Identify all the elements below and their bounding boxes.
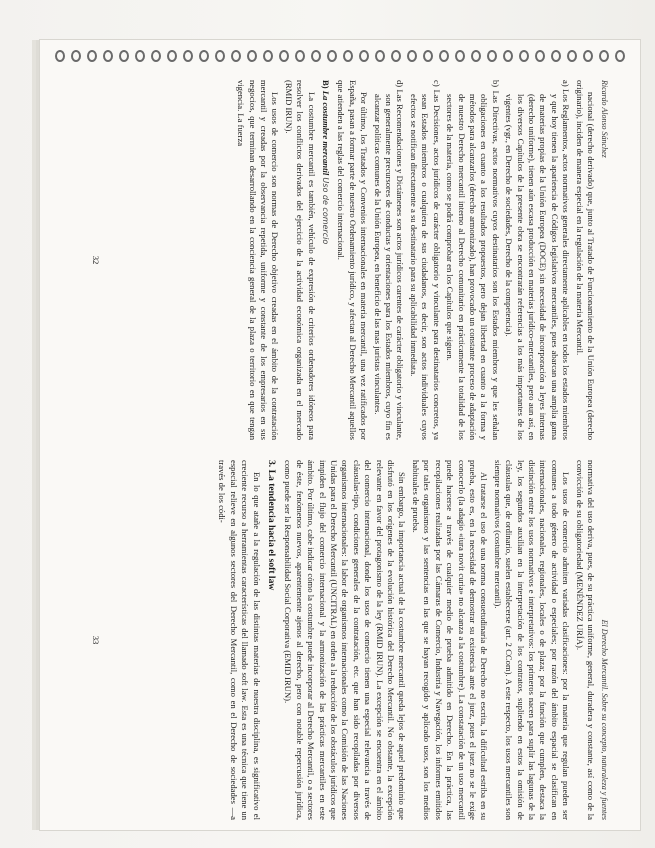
subsection-heading [320,80,331,440]
binding-ring [519,50,529,62]
binding-ring [71,50,81,62]
binding-ring [551,50,561,62]
binding-ring [423,50,433,62]
binding-ring [279,50,289,62]
left-page [90,80,610,440]
right-running-head: El Derecho Mercantil. Sobre su concepto, naturaleza y fuentes [600,619,609,820]
right-page-number: 33 [91,635,102,645]
binding-ring [343,50,353,62]
binding-ring [119,50,129,62]
binding-ring [151,50,161,62]
binding-ring [247,50,257,62]
importance-paragraph: Sin embargo, la importancia actual de la costumbre mercantil queda lejos de aquel predominio que disfrutó en los orígenes de la evolución histórica del Derecho Mercantil. No obstante, la excepción relevante en favor del protagonismo de la ley (RMID IRUN). La excepción se encuentra en el ámbito del comercio internacional, donde los usos de comercio tienen una especial relevancia a través de cláusulas-tipo, condiciones generales de la contratación, etc. que han sido recopiladas por diversos organismos internacionales: la labor de organismos internacionales como la Comisión de las Naciones Unidas para el Derecho Mercantil (UNCITRAL) en orden a la reducción de los obstáculos jurídicos que impiden el flujo del comercio internacional y la armonización de las prácticas mercantiles en este ámbito. Por último, cabe indicar cómo la costumbre puede incorporar al Derecho Mercantil, o a sectores de éste, fenómenos nuevos, aparentemente ajenos al derecho, pero con notable repercusión jurídica, como puede ser la Responsabilidad Social Corporativa (EMID IRUN). [283,460,408,820]
treaties-paragraph: Por último, los Tratados y Convenios internacionales en materia mercantil, una vez ratificados por España, pasan a formar parte de nuestro Ordenamiento jurídico, y afectan al Derecho Mercantil aquellos que atienden a las reglas del comercio internacional. [336,80,370,440]
subsection-title: La costumbre mercantil [321,90,332,176]
binding-ring [359,50,369,62]
section-heading [266,460,277,820]
list-item-recomendaciones: d) Las Recomendaciones y Dictámenes son actos jurídicos carentes de carácter obligatorio y vinculante, son generalmente precursores de conductas y orientaciones para los Estados miembros, cuyo fin es alcanzar políticas comunes de la Unión Europea, en beneficio de las mas juristas vinculantes. [372,80,406,440]
usage-classification-paragraph: Los usos de comercio admiten variadas clasificaciones: por la materia que regulan pueden ser comunes a todo género de actividad o especiales; por razón del ámbito espacial se clasifican en internacionales, nacionales, regionales, locales o de plaza; por la función que cumplen, destaca la distinción entre los usos normativos e interpretativos: los primeros nacen para suplir las lagunas de la ley, los segundos auxilian en la interpretación de los contratos, supliendo en estos la omisión de cláusulas que, de ordinario, suelen establecerse (art. 2 CCom). A este respecto, los usos mercantiles son siempre normativos (costumbre mercantil). [492,460,572,820]
binding-ring [311,50,321,62]
binding-ring [215,50,225,62]
binding-ring [487,50,497,62]
binding-ring [263,50,273,62]
right-page [90,460,610,820]
binding-ring [407,50,417,62]
subsection-letter: B) [321,80,332,89]
binding-ring [391,50,401,62]
binding-ring [615,50,625,62]
binding-ring [135,50,145,62]
left-page-number: 32 [91,255,102,265]
binding-ring [183,50,193,62]
handwritten-annotation: Uso de comercio [321,177,331,245]
binding-ring [439,50,449,62]
list-item-decisiones: c) Las Decisiones, actos jurídicos de carácter obligatorio y vinculante para destinatarios concretos, ya sean Estados miembros o cualquiera de sus ciudadanos, es decir, son actos individuales cuyos efectos se notifican directamente a su destinatario para su aplicabilidad inmediata. [408,80,442,440]
proof-paragraph: Al tratarse el uso de una norma consuetudinaria de Derecho no escrita, la dificultad estriba en su prueba, esto es, en la necesidad de demostrar su existencia ante el juez, pues el juez no se le exige conocerlo (la adagio «iura novit curia» no alcanza a la costumbre). La constatación de un uso mercantil puede hacerse a través de cualquier medio de prueba admitido en Derecho. En la práctica, las recopilaciones realizadas por las Cámaras de Comercio, Industria y Navegación, los informes emitidos por tales organismos y las sentencias en las que se hayan recogido y aplicado usos, son los medios habituales de prueba. [410,460,490,820]
two-page-spread [90,80,610,820]
binding-ring [231,50,241,62]
custom-paragraph-1: La costumbre mercantil es también, vehículo de expresión de criterios ordenadores idóneos para resolver los conflictos derivados del ejercicio de la actividad económica organizada en el mercado (RMID IRUN). [283,80,317,440]
binding-ring [535,50,545,62]
binding-ring [327,50,337,62]
binding-ring [455,50,465,62]
section-number: 3. [266,460,278,468]
list-item-directivas: b) Las Directivas, actos normativos cuyos destinatarios son los Estados miembros y que les señalan obligaciones en cuanto a los resultados propuestos, pero dejan libertad en cuanto a la forma y métodos para alcanzarlos (derecho armonizado), han provocado un constante proceso de adaptación de nuestro Derecho mercantil interno al Derecho comunitario en prácticamente la totalidad de los sectores de la materia, como se podrá comprobar en los Capítulos que siguen. [445,80,501,440]
binding-ring [295,50,305,62]
intro-paragraph: nacional (derecho derivado) que, junto al Tratado de Funcionamiento de la Unión Europea (derecho originario), inciden de manera especial en la regulación de la materia Mercantil. [574,80,596,440]
spiral-binding [55,40,645,74]
binding-ring [199,50,209,62]
binding-ring [567,50,577,62]
soft-law-paragraph: En lo que atañe a la regulación de las distintas materias de nuestra disciplina, es significativo el creciente recurso a herramientas características del llamado soft law. Esta es una técnica que tiene un especial relieve en algunos sectores del Derecho Mercantil, como en el Derecho de sociedades —a través de los códi- [217,460,262,820]
binding-ring [167,50,177,62]
binding-ring [599,50,609,62]
section-title: La tendencia hacia el soft law [266,469,278,591]
binding-ring [471,50,481,62]
binding-ring [583,50,593,62]
custom-paragraph-2: Los usos de comercio son normas de Derecho objetivo creadas en el ámbito de la contratación mercantil y creadas por la observancia repetida, uniforme y constante de los empresarios en sus negocios, que terminan desarrollando en la conciencia general de la plaza o territorio en que tengan vigencia. La fuerza [236,80,281,440]
binding-ring [103,50,113,62]
continued-paragraph: normativa del uso deriva, pues, de su práctica uniforme, general, duradera y constante, así como de la convicción de su obligatoriedad (MENÉNDEZ URÍA). [574,460,596,820]
binding-ring [503,50,513,62]
binding-ring [375,50,385,62]
binding-ring [87,50,97,62]
list-item-reglamentos: a) Los Reglamentos, actos normativos generales directamente aplicables en todos los estados miembros y que hoy tienen la apariencia de Códigos legislativos mercantiles, pues abarcan una amplia gama de materias propias de la Unión Europea (DOCE) sin necesidad de incorporación a leyes internas (derecho uniforme), tienen aún escasa producción en materias jurídico-mercantiles, pero aun así, en los diversos Capítulos de la presente obra se encontrarán referencias a los más importantes de los vigentes (vgr., en Derecho de sociedades, Derecho de la competencia). [504,80,572,440]
binding-ring [55,50,65,62]
left-running-head: Ricardo Alonso Sánchez [600,80,609,158]
